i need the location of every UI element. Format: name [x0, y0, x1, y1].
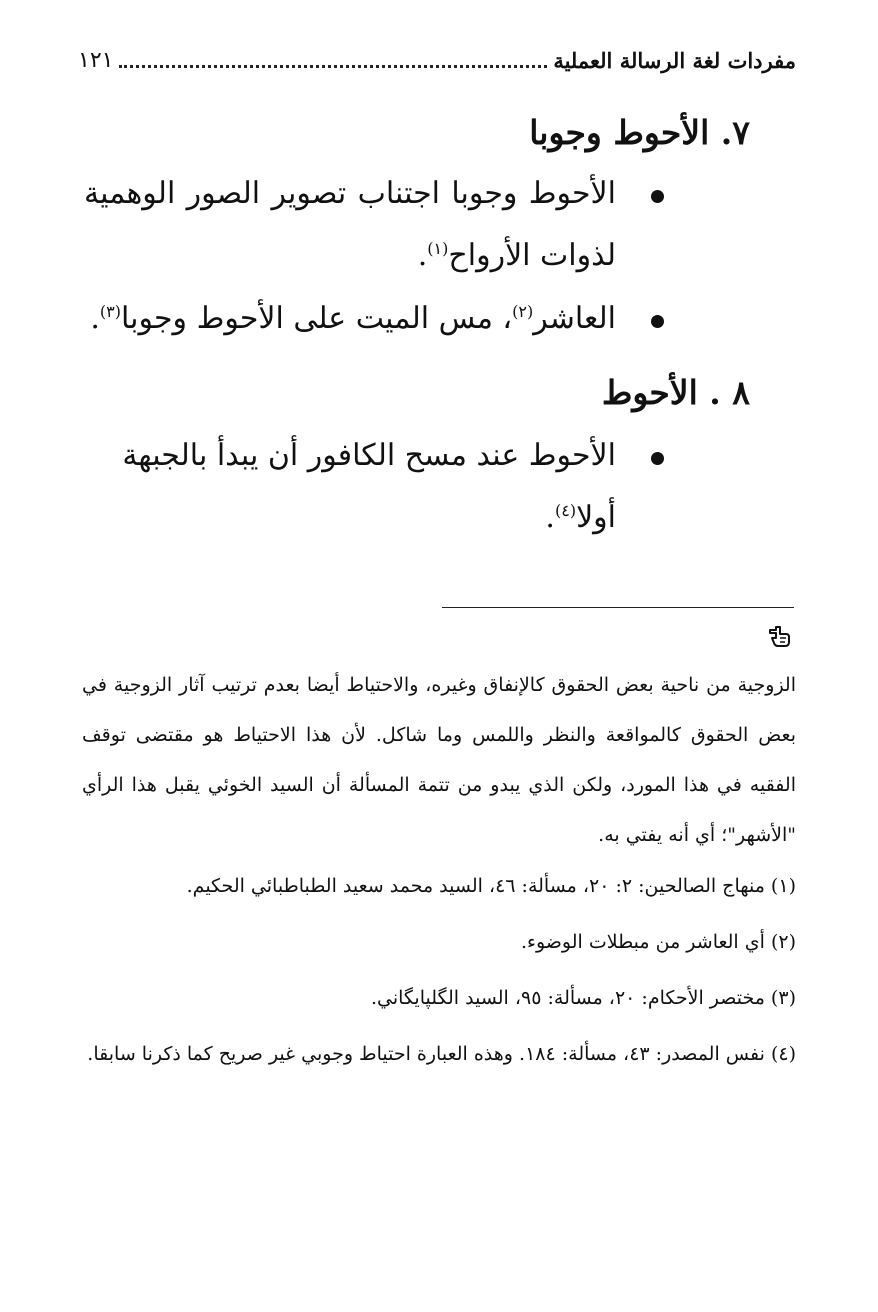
- bullet-item: [84, 163, 616, 287]
- bullet-item-text: الأحوط وجوبا اجتناب تصوير الصور الوهمية لذوات الأرواح: [84, 176, 616, 273]
- footnote-4: (٤) نفس المصدر: ٤٣، مسألة: ١٨٤. وهذه العبارة احتياط وجوبي غير صريح كما ذكرنا سابقا.: [87, 1043, 796, 1065]
- bullet-item-end: .: [90, 301, 100, 336]
- footnote-marker: (٤): [554, 501, 577, 520]
- pointing-hand-icon: [766, 624, 792, 650]
- running-head-title: مفردات لغة الرسالة العملية: [553, 47, 796, 73]
- bullet-item-end: .: [545, 500, 555, 535]
- bullet-dot: [651, 452, 664, 465]
- page-number: ١٢١: [78, 47, 114, 73]
- section-heading-8: ٨ . الأحوط: [601, 373, 750, 412]
- bullet-item-end: .: [417, 238, 428, 273]
- footnote-marker: (٣): [99, 302, 122, 321]
- section-heading-7: ٧. الأحوط وجوبا: [529, 113, 750, 152]
- bullet-dot: [651, 190, 664, 203]
- footnote-separator: [442, 607, 794, 608]
- running-head: [78, 40, 796, 80]
- footnote-2: (٢) أي العاشر من مبطلات الوضوء.: [521, 931, 796, 953]
- footnote-marker: (١): [427, 239, 449, 258]
- bullet-item: [84, 288, 616, 350]
- footnote-3: (٣) مختصر الأحكام: ٢٠، مسألة: ٩٥، السيد الگلپايگاني.: [370, 987, 796, 1009]
- footnote-marker: (٢): [512, 302, 534, 321]
- bullet-item: [84, 425, 616, 549]
- footnote-continuation-text: الزوجية من ناحية بعض الحقوق كالإنفاق وغيره، والاحتياط أيضا بعدم ترتيب آثار الزوجية في بعض الحقوق كالمواقعة والنظر واللمس وما شاكل. لأن هذا الاحتياط هو مقتضى توقف الفقيه في هذا المورد، ولكن الذي يبدو من تتمة المسألة أن السيد الخوئي يقبل هذا الرأي "الأشهر"؛ أي أنه يفتي به.: [82, 674, 796, 846]
- footnote-1: (١) منهاج الصالحين: ٢: ٢٠، مسألة: ٤٦، السيد محمد سعيد الطباطبائي الحكيم.: [186, 875, 796, 897]
- bullet-item-text: الأحوط عند مسح الكافور أن يبدأ بالجبهة أولا: [122, 438, 616, 535]
- bullet-item-text: العاشر: [533, 301, 616, 336]
- bullet-item-text: ، مس الميت على الأحوط وجوبا: [121, 301, 513, 336]
- dot-leader: [119, 65, 547, 68]
- footnote-continuation: [82, 660, 796, 860]
- bullet-dot: [651, 315, 664, 328]
